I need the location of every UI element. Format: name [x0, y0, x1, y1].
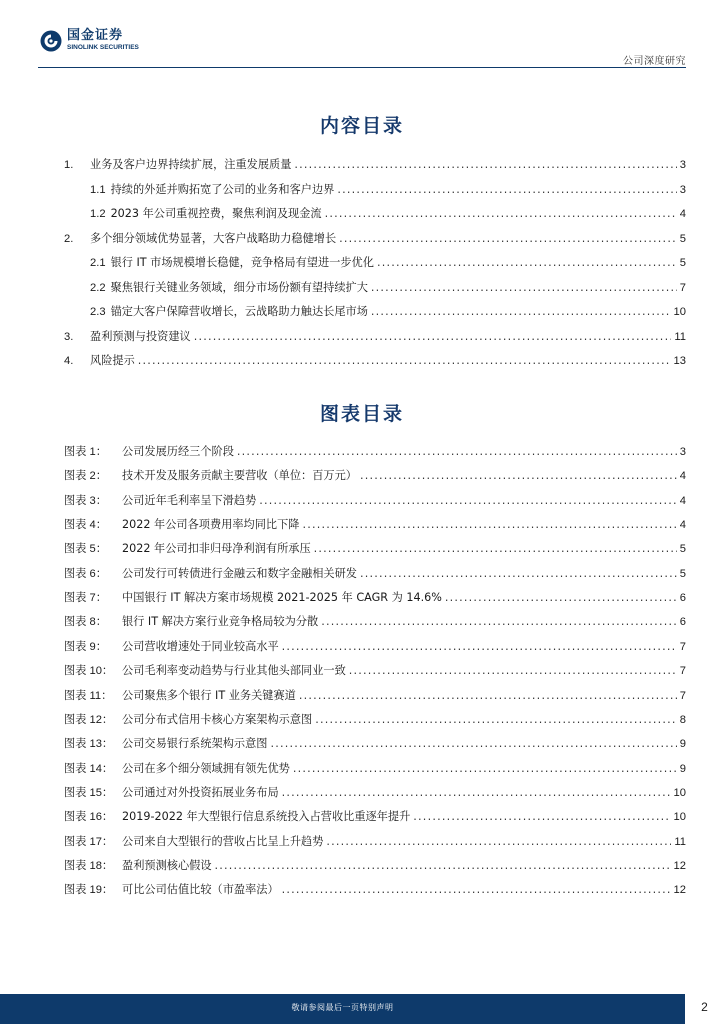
dot-leader — [445, 589, 677, 607]
entry-number: 4. — [64, 355, 74, 367]
entry-label: 公司交易银行系统架构示意图 — [122, 737, 268, 751]
disclaimer-notice: 敬请参阅最后一页特别声明 — [291, 1003, 394, 1012]
figure-entry[interactable] — [64, 638, 686, 656]
entry-page: 13 — [673, 355, 686, 367]
entry-label: 公司通过对外投资拓展业务布局 — [122, 785, 279, 799]
toc-heading: 内容目录 — [319, 115, 404, 137]
entry-page: 3 — [679, 159, 686, 171]
entry-number: 图表 4： — [64, 519, 107, 532]
dot-leader — [371, 279, 677, 297]
entry-number: 2.2 — [90, 281, 106, 294]
entry-page: 5 — [679, 232, 686, 245]
page-header — [0, 0, 724, 72]
entry-page: 7 — [679, 640, 686, 653]
entry-page: 3 — [679, 183, 686, 196]
figure-entry[interactable] — [64, 492, 686, 510]
entry-number: 图表 14： — [64, 762, 114, 775]
entry-page: 9 — [679, 738, 686, 751]
entry-number: 1. — [64, 159, 74, 171]
entry-number: 1.2 — [90, 208, 106, 220]
figure-entry[interactable] — [64, 687, 686, 705]
brand-logo — [40, 29, 139, 52]
dot-leader — [194, 328, 672, 346]
entry-label: 多个细分领域优势显著，大客户战略助力稳健增长 — [90, 231, 337, 245]
entry-number: 图表 12： — [64, 713, 114, 726]
entry-page: 4 — [679, 494, 686, 507]
entry-number: 1.1 — [90, 183, 106, 196]
entry-label: 银行 IT 解决方案行业竞争格局较为分散 — [122, 615, 319, 629]
dot-leader — [326, 833, 671, 851]
page-number: 2 — [701, 1000, 708, 1014]
dot-leader — [371, 303, 671, 321]
dot-leader — [377, 254, 677, 272]
entry-label: 2022 年公司各项费用率均同比下降 — [122, 518, 300, 532]
entry-page: 4 — [679, 519, 686, 532]
figure-entry[interactable] — [64, 711, 686, 729]
entry-label: 业务及客户边界持续扩展，注重发展质量 — [90, 158, 292, 171]
figure-entry[interactable] — [64, 808, 686, 826]
entry-number: 2.3 — [90, 306, 106, 318]
entry-label: 聚焦银行关键业务领域，细分市场份额有望持续扩大 — [110, 280, 368, 294]
figure-entry[interactable] — [64, 540, 686, 558]
dot-leader — [282, 881, 671, 899]
entry-label: 可比公司估值比较（市盈率法） — [122, 883, 279, 897]
footer-bar — [0, 994, 685, 1024]
toc-entry[interactable] — [64, 328, 686, 346]
entry-number: 图表 8： — [64, 616, 107, 629]
entry-page: 10 — [673, 811, 686, 824]
entry-label: 技术开发及服务贡献主要营收（单位：百万元） — [122, 469, 357, 483]
page-footer — [0, 994, 724, 1024]
figure-entry[interactable] — [64, 662, 686, 680]
entry-label: 中国银行 IT 解决方案市场规模 2021-2025 年 CAGR 为 14.6% — [122, 591, 442, 605]
entry-label: 公司营收增速处于同业较高水平 — [122, 639, 279, 653]
figure-entry[interactable] — [64, 613, 686, 631]
toc-entry[interactable] — [64, 352, 686, 370]
dot-leader — [360, 467, 677, 485]
brand-name-en: SINOLINK SECURITIES — [67, 44, 139, 51]
dot-leader — [413, 808, 670, 826]
entry-label: 盈利预测与投资建议 — [90, 329, 191, 343]
entry-label: 锚定大客户保障营收增长，云战略助力触达长尾市场 — [110, 305, 368, 318]
toc-entry[interactable] — [64, 181, 686, 199]
entry-label: 风险提示 — [90, 354, 135, 367]
figure-entry[interactable] — [64, 857, 686, 875]
report-type-label: 公司深度研究 — [623, 56, 686, 67]
brand-name-cn: 国金证券 — [67, 28, 124, 43]
entry-label: 盈利预测核心假设 — [122, 858, 212, 872]
entry-page: 6 — [679, 592, 686, 605]
entry-number: 图表 11： — [64, 689, 113, 702]
dot-leader — [339, 230, 677, 248]
dot-leader — [314, 540, 677, 558]
entry-page: 11 — [674, 330, 686, 343]
figure-entry[interactable] — [64, 833, 686, 851]
figure-entry[interactable] — [64, 516, 686, 534]
dot-leader — [294, 156, 676, 174]
dot-leader — [293, 760, 677, 778]
figure-entry[interactable] — [64, 784, 686, 802]
entry-page: 8 — [679, 713, 686, 726]
toc-entry[interactable] — [64, 205, 686, 223]
dot-leader — [237, 443, 677, 461]
figure-entry[interactable] — [64, 589, 686, 607]
entry-label: 公司聚焦多个银行 IT 业务关键赛道 — [122, 688, 296, 702]
figure-entry[interactable] — [64, 881, 686, 899]
dot-leader — [349, 662, 677, 680]
entry-page: 5 — [679, 567, 686, 580]
entry-page: 12 — [673, 859, 686, 872]
dot-leader — [282, 784, 671, 802]
header-divider — [38, 67, 686, 68]
entry-number: 图表 5： — [64, 543, 107, 556]
entry-number: 图表 17： — [64, 835, 114, 848]
dot-leader — [360, 565, 677, 583]
entry-page: 4 — [679, 208, 686, 220]
figure-entry[interactable] — [64, 443, 686, 461]
entry-label: 2019-2022 年大型银行信息系统投入占营收比重逐年提升 — [122, 810, 411, 824]
sinolink-logo-icon — [40, 30, 62, 52]
figure-entry[interactable] — [64, 467, 686, 485]
figure-entry[interactable] — [64, 565, 686, 583]
toc-entry[interactable] — [64, 303, 686, 321]
entry-label: 公司分布式信用卡核心方案架构示意图 — [122, 712, 313, 726]
entry-label: 公司发展历经三个阶段 — [122, 445, 234, 458]
toc-entry[interactable] — [64, 279, 686, 297]
entry-page: 10 — [673, 306, 686, 318]
entry-label: 公司发行可转债进行金融云和数字金融相关研发 — [122, 566, 357, 580]
entry-number: 图表 15： — [64, 786, 114, 799]
entry-number: 图表 10： — [64, 665, 114, 678]
entry-label: 2022 年公司扣非归母净利润有所承压 — [122, 542, 311, 556]
entry-number: 图表 1： — [64, 446, 107, 458]
entry-number: 图表 19： — [64, 884, 114, 897]
entry-number: 图表 2： — [64, 470, 107, 483]
entry-number: 图表 18： — [64, 859, 114, 872]
entry-page: 7 — [679, 689, 686, 702]
entry-number: 2. — [64, 232, 74, 245]
entry-page: 9 — [679, 762, 686, 775]
entry-page: 12 — [673, 884, 686, 897]
entry-page: 5 — [679, 257, 686, 269]
dot-leader — [302, 516, 676, 534]
dot-leader — [325, 205, 677, 223]
dot-leader — [259, 492, 677, 510]
entry-number: 图表 7： — [64, 592, 107, 605]
toc-entry[interactable] — [64, 230, 686, 248]
entry-number: 图表 13： — [64, 738, 114, 751]
entry-number: 图表 16： — [64, 811, 114, 824]
entry-page: 4 — [679, 470, 686, 483]
entry-label: 公司近年毛利率呈下滑趋势 — [122, 493, 257, 507]
entry-number: 图表 3： — [64, 494, 107, 507]
entry-number: 3. — [64, 330, 74, 343]
entry-label: 2023 年公司重视控费，聚焦利润及现金流 — [110, 207, 322, 220]
dot-leader — [299, 687, 677, 705]
dot-leader — [321, 613, 677, 631]
entry-number: 图表 9： — [64, 640, 107, 653]
entry-number: 图表 6： — [64, 567, 107, 580]
entry-label: 公司在多个细分领域拥有领先优势 — [122, 761, 290, 775]
entry-page: 7 — [679, 665, 686, 678]
dot-leader — [270, 735, 676, 753]
toc-entry[interactable] — [64, 156, 686, 174]
entry-number: 2.1 — [90, 257, 106, 269]
entry-page: 3 — [679, 446, 686, 458]
toc-entry[interactable] — [64, 254, 686, 272]
figure-entry[interactable] — [64, 760, 686, 778]
dot-leader — [337, 181, 676, 199]
dot-leader — [215, 857, 671, 875]
entry-label: 银行 IT 市场规模增长稳健，竞争格局有望进一步优化 — [110, 256, 374, 269]
dot-leader — [138, 352, 671, 370]
entry-page: 7 — [679, 281, 686, 294]
entry-page: 10 — [673, 786, 686, 799]
entry-page: 6 — [679, 616, 686, 629]
dot-leader — [282, 638, 677, 656]
dot-leader — [315, 711, 677, 729]
figures-heading: 图表目录 — [319, 403, 404, 425]
entry-label: 持续的外延并购拓宽了公司的业务和客户边界 — [110, 182, 335, 196]
entry-label: 公司毛利率变动趋势与行业其他头部同业一致 — [122, 664, 346, 678]
entry-page: 11 — [674, 835, 686, 848]
figure-entry[interactable] — [64, 735, 686, 753]
entry-page: 5 — [679, 543, 686, 556]
entry-label: 公司来自大型银行的营收占比呈上升趋势 — [122, 834, 324, 848]
